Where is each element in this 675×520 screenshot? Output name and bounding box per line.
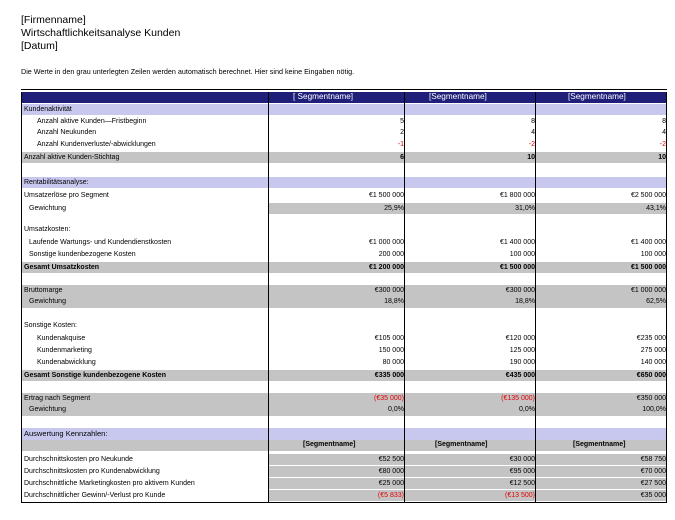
table-row[interactable]: Kundenmarketing 150 000 125 000 275 000 (37, 347, 666, 354)
column-header-3[interactable]: [Segmentname] (568, 92, 626, 101)
bruttomarge-block: Bruttomarge €300 000 €300 000 €1 000 000 Gewichtung 18,8% 18,8% 62,5% (21, 285, 667, 308)
table-row[interactable]: Kundenakquise €105 000 €120 000 €235 000 (37, 335, 666, 342)
column-divider (268, 92, 269, 502)
subsection-umsatzkosten: Umsatzkosten: (24, 226, 71, 233)
table-row[interactable]: Laufende Wartungs- und Kundendienstkosten €1 000 000 €1 400 000 €1 400 000 (29, 239, 666, 246)
table-row: Gewichtung 25,9% 31,0% 43,1% (29, 205, 666, 212)
column-header-1[interactable]: [ Segmentname] (293, 92, 354, 101)
table-row[interactable]: Kundenabwicklung 80 000 190 000 140 000 (37, 359, 666, 366)
bottom-rule (21, 502, 667, 503)
table-row: Durchschnittliche Marketingkosten pro aktivem Kunden €25 000 €12 500 €27 500 (24, 480, 666, 487)
column-header-2[interactable]: [Segmentname] (429, 92, 487, 101)
instruction-note: Die Werte in den grau unterlegten Zeilen werden automatisch berechnet. Hier sind keine Eingaben nötig. (21, 67, 355, 76)
gray-cells (268, 478, 667, 489)
table-row[interactable]: Umsatzerlöse pro Segment €1 500 000 €1 800 000 €2 500 000 (24, 192, 666, 199)
table-row: Durchschnittlicher Gewinn/-Verlust pro Kunde (€5 833) (€13 500) €35 000 (24, 492, 666, 499)
gray-cells (268, 454, 667, 465)
gray-cells (268, 466, 667, 477)
column-divider (535, 92, 536, 502)
section-rentabilitaet: Rentabilitätsanalyse: (21, 177, 667, 188)
right-border (666, 92, 667, 502)
kennzahlen-header-row (21, 440, 667, 451)
table-row[interactable]: Sonstige kundenbezogene Kosten 200 000 100 000 100 000 (29, 251, 666, 258)
gray-cells (268, 490, 667, 501)
gray-cells (268, 203, 667, 214)
sheet-date: [Datum] (21, 40, 58, 52)
table-row: Durchschnittskosten pro Neukunde €52 500 €30 000 €58 750 (24, 456, 666, 463)
total-row-aktive-kunden: Anzahl aktive Kunden-Stichtag 6 10 10 (21, 152, 667, 163)
kennzahlen-column-3[interactable]: [Segmentname] (573, 441, 626, 448)
section-kennzahlen: Auswertung Kennzahlen: (21, 428, 667, 440)
top-rule (21, 89, 667, 90)
company-name: [Firmenname] (21, 14, 86, 26)
column-divider (404, 92, 405, 502)
table-row[interactable]: Anzahl Neukunden 2 4 4 (37, 129, 666, 136)
column-header-band (21, 92, 667, 103)
kennzahlen-column-2[interactable]: [Segmentname] (435, 441, 488, 448)
kennzahlen-column-1[interactable]: [Segmentname] (303, 441, 356, 448)
subsection-sonstige: Sonstige Kosten: (24, 322, 77, 329)
sheet-title: Wirtschaftlichkeitsanalyse Kunden (21, 27, 181, 39)
total-row-sonstige: Gesamt Sonstige kundenbezogene Kosten €335 000 €435 000 €650 000 (21, 370, 667, 381)
table-row[interactable]: Anzahl aktive Kunden—Fristbeginn 5 8 8 (37, 118, 666, 125)
table-row[interactable]: Anzahl Kundenverluste/-abwicklungen -1 -2 -2 (37, 141, 666, 148)
left-border (21, 92, 22, 502)
total-row-umsatzkosten: Gesamt Umsatzkosten €1 200 000 €1 500 000 €1 500 000 (21, 262, 667, 273)
ertrag-block: Ertrag nach Segment (€35 000) (€135 000) €350 000 Gewichtung 0,0% 0,0% 100,0% (21, 393, 667, 416)
table-row: Durchschnittskosten pro Kundenabwicklung €80 000 €95 000 €70 000 (24, 468, 666, 475)
section-kundenaktivitaet: Kundenaktivität (21, 104, 667, 115)
